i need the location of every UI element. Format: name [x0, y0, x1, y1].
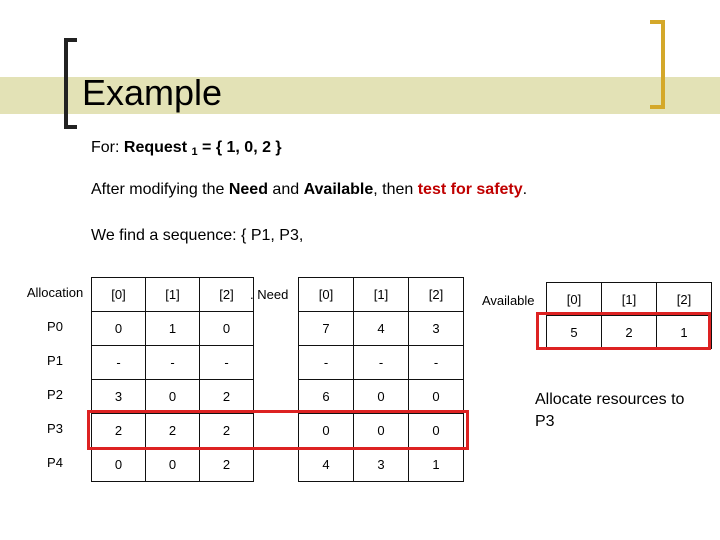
available-keyword: Available	[303, 181, 374, 198]
table-row	[92, 346, 254, 380]
allocation-table	[91, 277, 254, 482]
table-cell: -	[146, 346, 200, 380]
table-row	[299, 380, 464, 414]
available-label: Available	[482, 293, 535, 308]
slide-title: Example	[82, 72, 223, 113]
table-cell: 0	[200, 312, 254, 346]
table-cell: 4	[299, 448, 354, 482]
p3-highlight-box	[87, 410, 469, 450]
table-row	[299, 346, 464, 380]
table-row	[92, 380, 254, 414]
table-cell: 6	[299, 380, 354, 414]
left-bracket-decoration	[64, 38, 77, 129]
need-label: . Need	[250, 287, 289, 302]
table-cell: 0	[354, 414, 409, 448]
table-cell: -	[299, 346, 354, 380]
column-header: [2]	[409, 278, 464, 312]
allocate-note: Allocate resources to P3	[535, 391, 685, 430]
table-cell: 1	[657, 316, 712, 349]
test-for-safety-keyword: test for safety	[417, 181, 523, 198]
column-header: [1]	[146, 278, 200, 312]
table-cell: -	[354, 346, 409, 380]
table-cell: 0	[354, 380, 409, 414]
column-header: [2]	[200, 278, 254, 312]
column-header: [1]	[354, 278, 409, 312]
allocation-label: Allocation	[26, 285, 84, 300]
table-cell: 0	[409, 380, 464, 414]
column-header: [0]	[92, 278, 146, 312]
table-cell: 2	[200, 448, 254, 482]
after-line: After modifying the Need and Available, then test for safety.	[91, 181, 528, 198]
table-row	[299, 448, 464, 482]
table-cell: 7	[299, 312, 354, 346]
process-label: P4	[47, 455, 63, 470]
table-cell: 0	[92, 448, 146, 482]
column-header: [2]	[657, 283, 712, 316]
table-header-row	[92, 278, 254, 312]
table-cell: 0	[409, 414, 464, 448]
request-prefix: For:	[91, 139, 124, 156]
need-keyword: Need	[228, 181, 268, 198]
table-cell: 0	[299, 414, 354, 448]
column-header: [1]	[602, 283, 657, 316]
table-row	[299, 312, 464, 346]
available-highlight-box	[536, 312, 711, 350]
table-header-row	[299, 278, 464, 312]
right-bracket-decoration	[650, 20, 665, 109]
process-label: P2	[47, 387, 63, 402]
table-cell: 0	[146, 448, 200, 482]
table-cell: -	[409, 346, 464, 380]
process-label: P1	[47, 353, 63, 368]
sequence-line: We find a sequence: { P1, P3,	[91, 227, 304, 244]
table-cell: 5	[547, 316, 602, 349]
table-row	[92, 448, 254, 482]
table-cell: 1	[409, 448, 464, 482]
table-cell: 2	[602, 316, 657, 349]
table-cell: 2	[200, 414, 254, 448]
table-cell: 1	[146, 312, 200, 346]
request-label: Request $_1$ = { 1, 0, 2 }	[123, 139, 282, 158]
table-cell: 0	[146, 380, 200, 414]
table-row	[92, 312, 254, 346]
table-cell: 3	[354, 448, 409, 482]
table-cell: 3	[409, 312, 464, 346]
table-cell: 4	[354, 312, 409, 346]
request-line	[91, 138, 282, 162]
column-header: [0]	[299, 278, 354, 312]
process-label: P0	[47, 319, 63, 334]
table-cell: 2	[92, 414, 146, 448]
table-cell: 0	[92, 312, 146, 346]
table-cell: -	[92, 346, 146, 380]
table-cell: 2	[200, 380, 254, 414]
table-cell: 3	[92, 380, 146, 414]
table-cell: 2	[146, 414, 200, 448]
process-label: P3	[47, 421, 63, 436]
need-table	[298, 277, 464, 482]
table-header-row	[547, 283, 712, 316]
column-header: [0]	[547, 283, 602, 316]
table-cell: -	[200, 346, 254, 380]
